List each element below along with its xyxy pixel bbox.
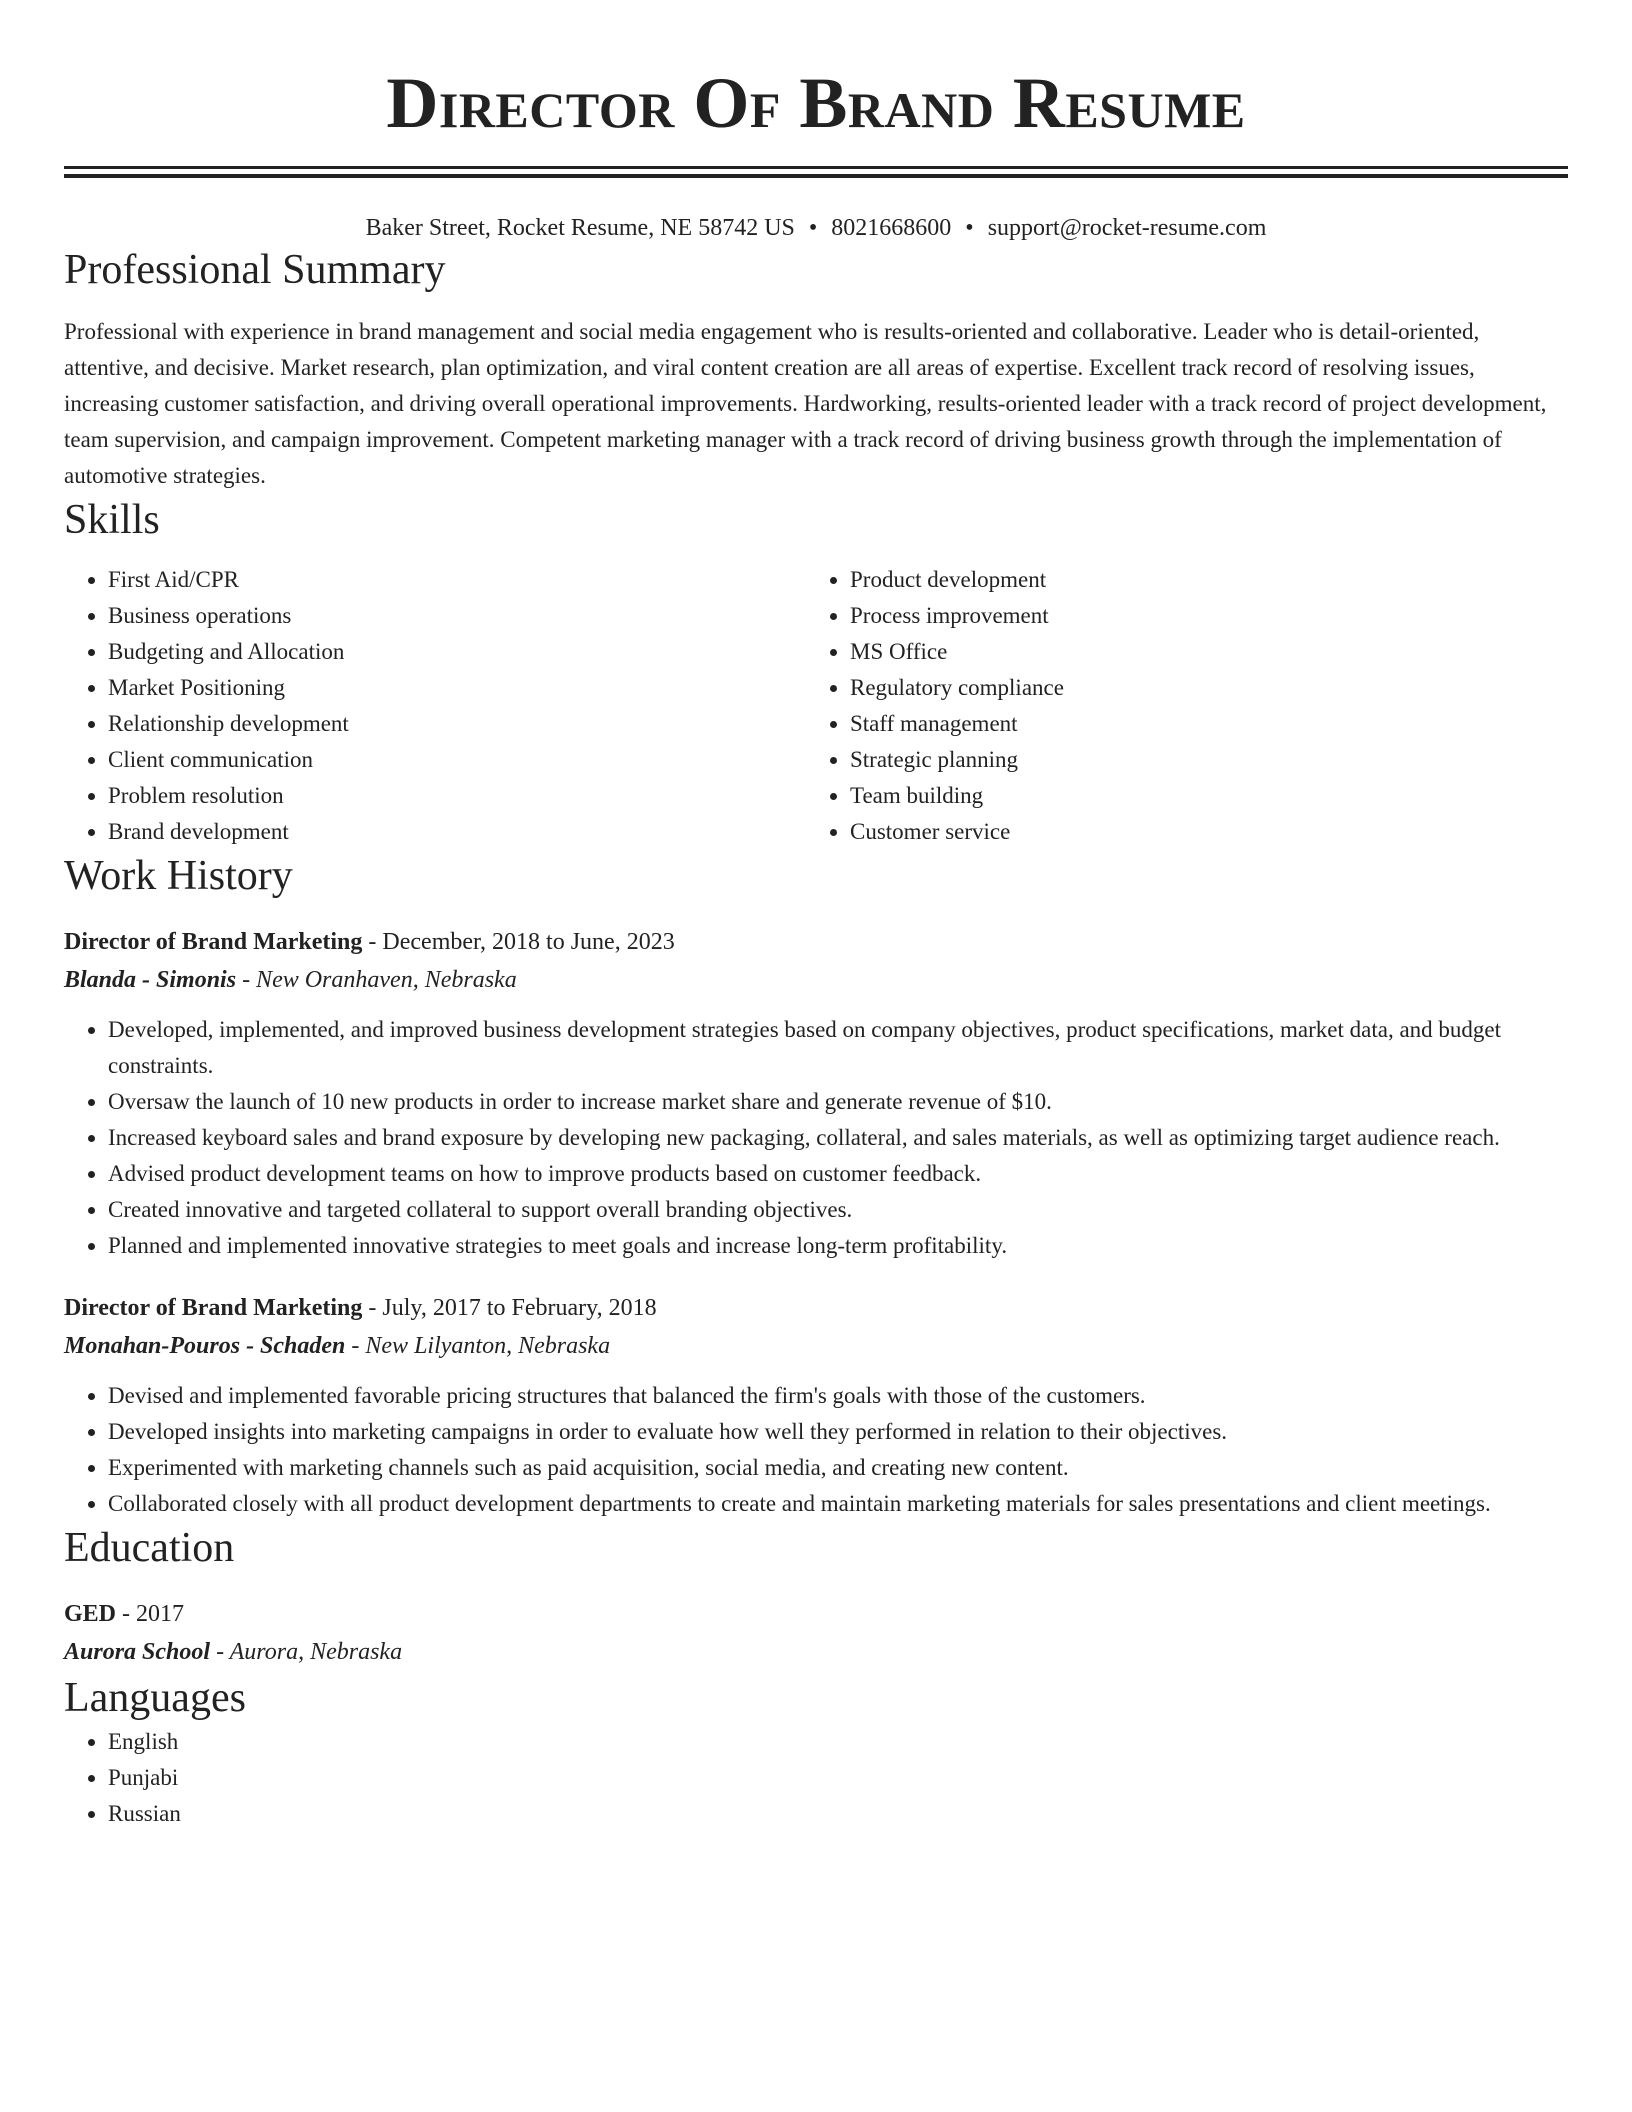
contact-separator: • — [965, 215, 974, 241]
education-year: - 2017 — [116, 1601, 185, 1627]
job-dates: - July, 2017 to February, 2018 — [362, 1295, 657, 1321]
skills-right-list — [806, 562, 1548, 850]
skills-left-list — [64, 562, 806, 850]
skill-item: • Business operations — [108, 598, 806, 634]
job-bullet: • Developed insights into marketing campaigns in order to evaluate how well they performed in relation to their objectives. — [108, 1414, 1568, 1450]
education-school-line — [64, 1632, 1568, 1672]
skill-item: • Client communication — [108, 742, 806, 778]
summary-text: Professional with experience in brand management and social media engagement who is results-oriented and collaborative. Leader who is detail-oriented, attentive, and decisive. Market research, plan optimization, and viral content creation are all areas of expertise. Excellent track record of resolving issues, increasing customer satisfaction, and driving overall operational improvements. Hardworking, results-oriented leader with a track record of project development, team supervision, and campaign improvement. Competent marketing manager with a track record of driving business growth through the implementation of automotive strategies. — [64, 319, 1547, 488]
job-bullet: • Experimented with marketing channels such as paid acquisition, social media, and creating new content. — [108, 1450, 1568, 1486]
job-bullet: • Developed, implemented, and improved business development strategies based on company objectives, product specifications, market data, and budget constraints. — [108, 1012, 1568, 1084]
skill-item: • Brand development — [108, 814, 806, 850]
job-title: Director of Brand Marketing — [64, 929, 363, 955]
contact-email: support@rocket-resume.com — [987, 215, 1267, 241]
languages-heading: Languages — [64, 1675, 246, 1721]
job-entry — [64, 1290, 1568, 1522]
language-item: • Russian — [108, 1796, 1568, 1832]
job-title-line — [64, 1290, 1568, 1326]
job-bullet: • Oversaw the launch of 10 new products in order to increase market share and generate revenue of $10. — [108, 1084, 1568, 1120]
company-location: - New Lilyanton, Nebraska — [345, 1333, 611, 1359]
language-item: • Punjabi — [108, 1760, 1568, 1796]
company-name: Monahan-Pouros - Schaden — [64, 1333, 346, 1359]
skill-item: • MS Office — [850, 634, 1548, 670]
skill-item: • Product development — [850, 562, 1548, 598]
education-heading: Education — [64, 1525, 235, 1571]
education-school: Aurora School — [64, 1639, 211, 1665]
company-line — [64, 960, 1568, 1000]
education-location: - Aurora, Nebraska — [210, 1639, 403, 1665]
company-location: - New Oranhaven, Nebraska — [236, 967, 517, 993]
skills-heading: Skills — [64, 497, 160, 543]
job-bullets — [64, 1012, 1568, 1264]
skills-columns — [64, 562, 1568, 850]
job-bullet: • Increased keyboard sales and brand exposure by developing new packaging, collateral, and sales materials, as well as optimizing target audience reach. — [108, 1120, 1568, 1156]
job-bullet: • Created innovative and targeted collateral to support overall branding objectives. — [108, 1192, 1568, 1228]
job-bullet: • Advised product development teams on how to improve products based on customer feedback. — [108, 1156, 1568, 1192]
skill-item: • Budgeting and Allocation — [108, 634, 806, 670]
skill-item: • Staff management — [850, 706, 1548, 742]
skill-item: • Problem resolution — [108, 778, 806, 814]
company-line — [64, 1326, 1568, 1366]
title-divider-bottom — [64, 174, 1568, 178]
language-item: • English — [108, 1724, 1568, 1760]
title-divider-top — [64, 166, 1568, 169]
skill-item: • First Aid/CPR — [108, 562, 806, 598]
skill-item: • Strategic planning — [850, 742, 1548, 778]
summary-heading: Professional Summary — [64, 247, 446, 293]
education-degree: GED — [64, 1601, 117, 1627]
resume-title: Director Of Brand Resume — [386, 63, 1246, 143]
job-bullet: • Collaborated closely with all product development departments to create and maintain marketing materials for sales presentations and client meetings. — [108, 1486, 1568, 1522]
job-bullet: • Planned and implemented innovative strategies to meet goals and increase long-term profitability. — [108, 1228, 1568, 1264]
education-degree-line — [64, 1596, 1568, 1632]
contact-line — [64, 212, 1568, 244]
skill-item: • Market Positioning — [108, 670, 806, 706]
work-history-heading: Work History — [64, 853, 293, 899]
job-bullet: • Devised and implemented favorable pricing structures that balanced the firm's goals with those of the customers. — [108, 1378, 1568, 1414]
company-name: Blanda - Simonis — [64, 967, 237, 993]
contact-separator: • — [808, 215, 818, 241]
contact-address: Baker Street, Rocket Resume, NE 58742 US — [365, 215, 795, 241]
job-dates: - December, 2018 to June, 2023 — [362, 929, 675, 955]
skill-item: • Team building — [850, 778, 1548, 814]
job-title: Director of Brand Marketing — [64, 1295, 363, 1321]
skill-item: • Relationship development — [108, 706, 806, 742]
job-entry — [64, 924, 1568, 1264]
skill-item: • Regulatory compliance — [850, 670, 1548, 706]
skill-item: • Customer service — [850, 814, 1548, 850]
job-title-line — [64, 924, 1568, 960]
skill-item: • Process improvement — [850, 598, 1548, 634]
job-bullets — [64, 1378, 1568, 1522]
contact-phone: 8021668600 — [831, 215, 952, 241]
languages-list — [64, 1724, 1568, 1832]
